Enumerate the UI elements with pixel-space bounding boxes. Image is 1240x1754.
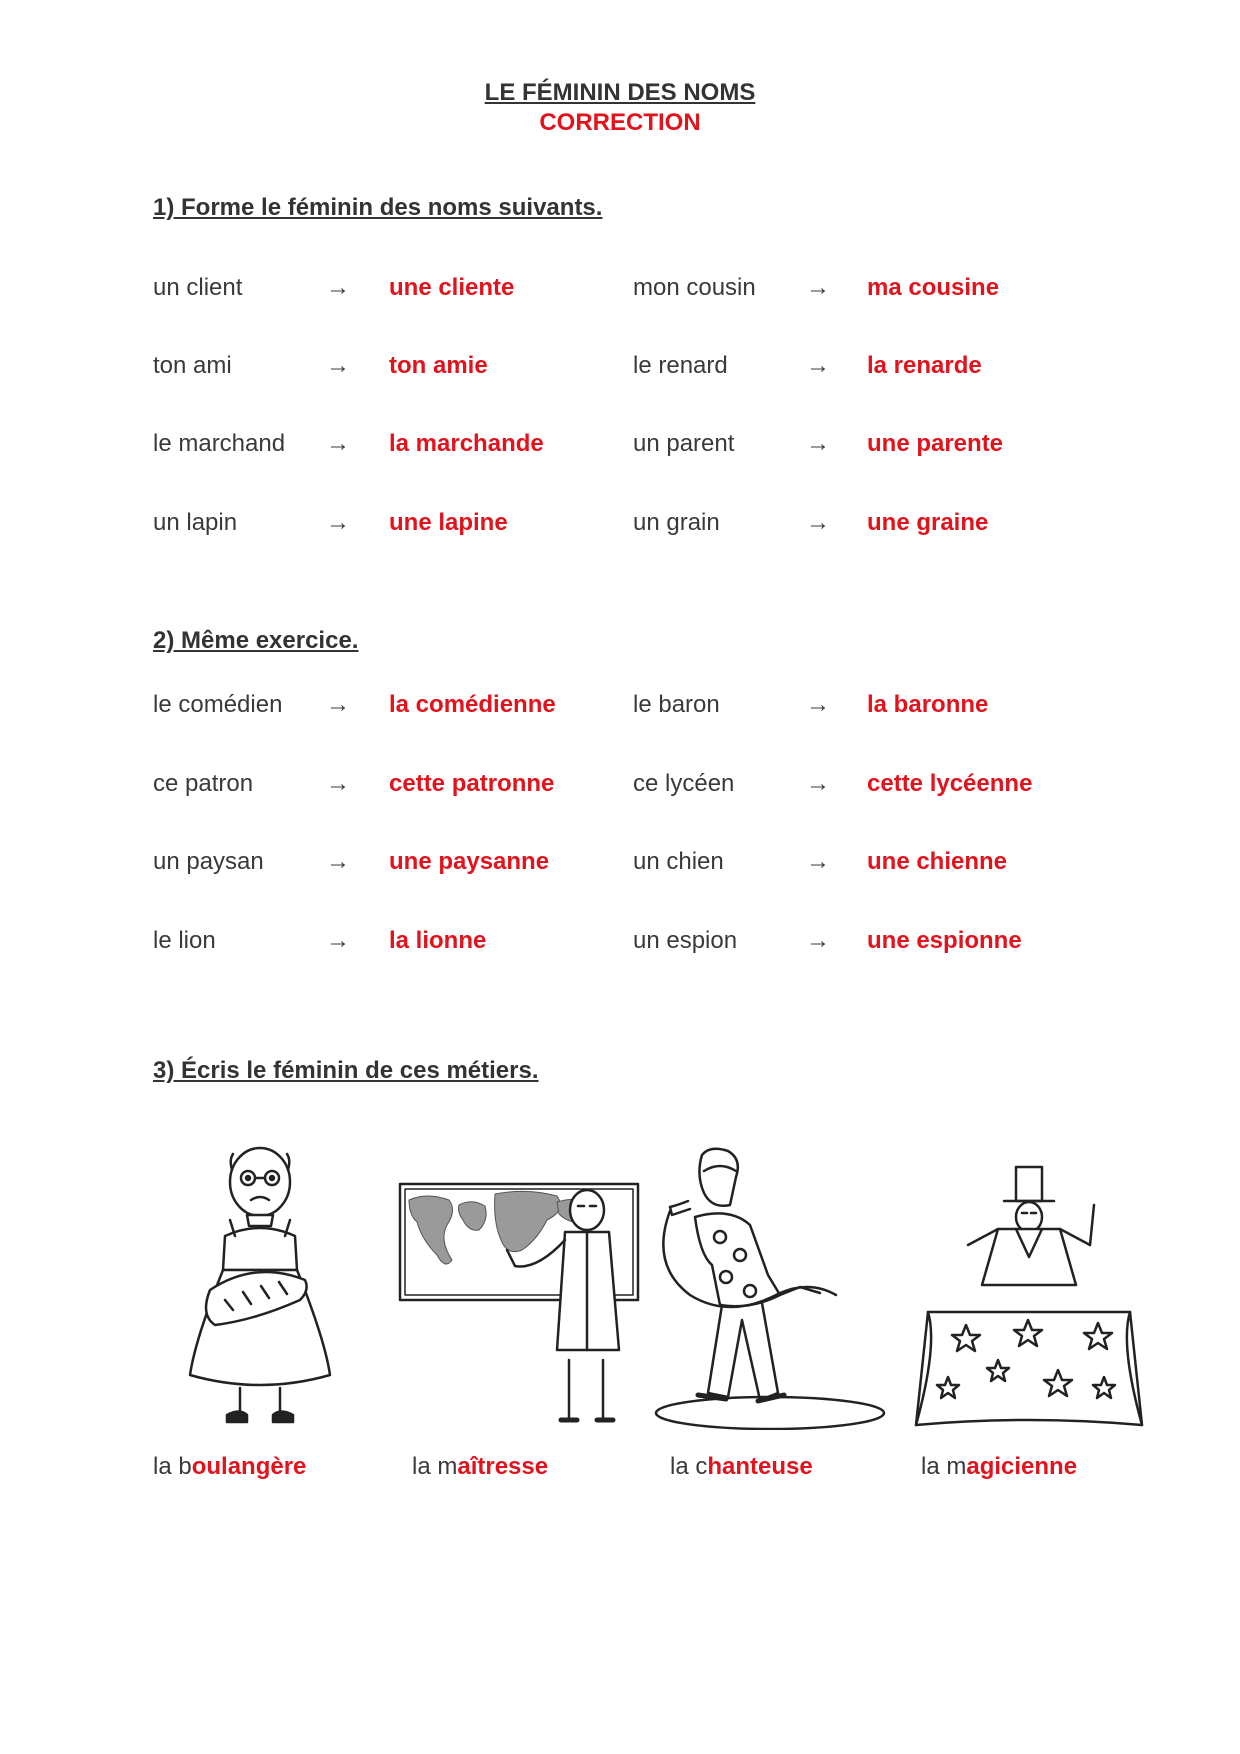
masculine-word: un lapin xyxy=(153,509,238,536)
arrow-icon: → xyxy=(326,770,350,797)
arrow-icon: → xyxy=(806,430,830,457)
baker-icon xyxy=(185,1140,335,1430)
masculine-word: un grain xyxy=(633,509,720,536)
job-answer: aîtresse xyxy=(457,1453,549,1480)
exercise-row xyxy=(153,846,1053,878)
arrow-icon: → xyxy=(806,927,830,954)
job-baker xyxy=(153,1453,306,1481)
feminine-answer: la baronne xyxy=(867,691,989,718)
arrow-icon: → xyxy=(806,509,830,536)
job-given-letters: la m xyxy=(921,1453,967,1480)
feminine-answer: la comédienne xyxy=(389,691,556,718)
feminine-answer: une paysanne xyxy=(389,848,550,875)
masculine-word: mon cousin xyxy=(633,274,756,301)
feminine-answer: la marchande xyxy=(389,430,544,457)
masculine-word: le comédien xyxy=(153,691,283,718)
feminine-answer: une lapine xyxy=(389,509,508,536)
page-subtitle: CORRECTION xyxy=(539,109,701,136)
feminine-answer: ton amie xyxy=(389,352,488,379)
feminine-answer: cette patronne xyxy=(389,770,555,797)
job-answer: oulangère xyxy=(191,1453,307,1480)
section-2-heading: 2) Même exercice. xyxy=(153,627,359,654)
masculine-word: un client xyxy=(153,274,243,301)
masculine-word: un parent xyxy=(633,430,735,457)
feminine-answer: une chienne xyxy=(867,848,1008,875)
job-singer xyxy=(670,1453,813,1481)
job-magician xyxy=(921,1453,1077,1481)
section-1-heading: 1) Forme le féminin des noms suivants. xyxy=(153,194,603,221)
feminine-answer: la lionne xyxy=(389,927,487,954)
exercise-row xyxy=(153,507,1053,539)
arrow-icon: → xyxy=(806,770,830,797)
feminine-answer: une cliente xyxy=(389,274,515,301)
masculine-word: le baron xyxy=(633,691,720,718)
masculine-word: le marchand xyxy=(153,430,286,457)
arrow-icon: → xyxy=(326,430,350,457)
feminine-answer: ma cousine xyxy=(867,274,1000,301)
arrow-icon: → xyxy=(326,352,350,379)
masculine-word: ce patron xyxy=(153,770,254,797)
feminine-answer: une graine xyxy=(867,509,989,536)
teacher-icon xyxy=(397,1170,641,1430)
masculine-word: le renard xyxy=(633,352,728,379)
arrow-icon: → xyxy=(326,927,350,954)
page-title: LE FÉMININ DES NOMS xyxy=(484,79,756,106)
exercise-row xyxy=(153,768,1053,800)
masculine-word: ce lycéen xyxy=(633,770,735,797)
feminine-answer: une espionne xyxy=(867,927,1022,954)
job-answer: hanteuse xyxy=(707,1453,813,1480)
masculine-word: ton ami xyxy=(153,352,232,379)
arrow-icon: → xyxy=(806,691,830,718)
arrow-icon: → xyxy=(326,691,350,718)
arrow-icon: → xyxy=(806,274,830,301)
masculine-word: le lion xyxy=(153,927,216,954)
arrow-icon: → xyxy=(806,352,830,379)
arrow-icon: → xyxy=(326,509,350,536)
singer-icon xyxy=(650,1145,890,1430)
job-given-letters: la m xyxy=(412,1453,458,1480)
job-teacher xyxy=(412,1453,548,1481)
masculine-word: un paysan xyxy=(153,848,264,875)
exercise-row xyxy=(153,272,1053,304)
exercise-row xyxy=(153,350,1053,382)
masculine-word: un espion xyxy=(633,927,738,954)
feminine-answer: la renarde xyxy=(867,352,982,379)
job-given-letters: la c xyxy=(670,1453,708,1480)
feminine-answer: cette lycéenne xyxy=(867,770,1033,797)
title-block xyxy=(0,78,1240,138)
job-given-letters: la b xyxy=(153,1453,192,1480)
job-answer: agicienne xyxy=(966,1453,1078,1480)
feminine-answer: une parente xyxy=(867,430,1004,457)
magician-icon xyxy=(908,1165,1148,1430)
arrow-icon: → xyxy=(326,274,350,301)
exercise-row xyxy=(153,689,1053,721)
arrow-icon: → xyxy=(326,848,350,875)
exercise-row xyxy=(153,428,1053,460)
exercise-row xyxy=(153,925,1053,957)
section-3-heading: 3) Écris le féminin de ces métiers. xyxy=(153,1057,539,1084)
masculine-word: un chien xyxy=(633,848,724,875)
arrow-icon: → xyxy=(806,848,830,875)
